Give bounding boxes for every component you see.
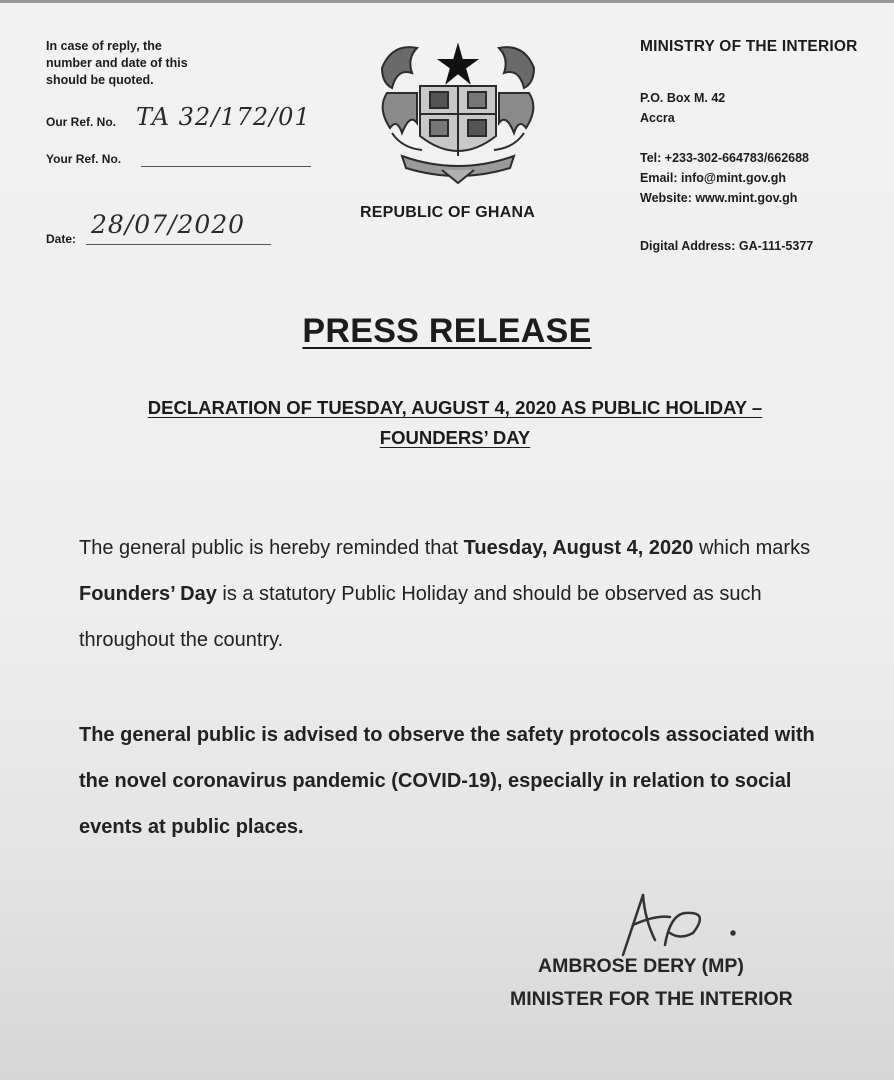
signatory-title: MINISTER FOR THE INTERIOR xyxy=(510,988,793,1010)
paragraph-holiday-reminder xyxy=(79,525,839,663)
your-ref-label: Your Ref. No. xyxy=(46,152,122,166)
date-label: Date: xyxy=(46,232,77,246)
digital-address: Digital Address: GA-111-5377 xyxy=(640,239,814,253)
reply-instruction xyxy=(46,38,246,89)
contact-details xyxy=(640,148,809,208)
date-underline xyxy=(86,244,271,245)
reply-note-line: number and date of this xyxy=(46,56,188,70)
handwritten-signature xyxy=(615,885,745,965)
our-ref-handwritten: TA 32/172/01 xyxy=(136,103,311,131)
date-handwritten: 28/07/2020 xyxy=(91,210,246,239)
document-title: PRESS RELEASE xyxy=(302,312,592,350)
paragraph1-text: The general public is hereby reminded that xyxy=(79,537,464,559)
paragraph1-holiday-name: Founders’ Day xyxy=(79,583,217,605)
reply-note-line: In case of reply, the xyxy=(46,39,162,53)
your-ref-row xyxy=(46,152,121,166)
subtitle-line-2: FOUNDERS’ DAY xyxy=(379,427,531,448)
ministry-letterhead xyxy=(640,38,858,253)
telephone: Tel: +233-302-664783/662688 xyxy=(640,151,810,165)
ghana-coat-of-arms-icon xyxy=(372,38,544,184)
reply-note-line: should be quoted. xyxy=(46,73,154,87)
ministry-name: MINISTRY OF THE INTERIOR xyxy=(640,38,858,55)
subtitle xyxy=(0,393,894,453)
paragraph-covid-advice: The general public is advised to observe the safety protocols associated with the novel coronavirus pandemic (COVID-19), especially in relation to social events at public places. xyxy=(79,724,815,838)
email: Email: info@mint.gov.gh xyxy=(640,171,786,185)
po-box: P.O. Box M. 42 xyxy=(640,91,726,105)
paragraph1-text: is a statutory Public Holiday and should be observed as such throughout the country. xyxy=(79,583,762,651)
website: Website: www.mint.gov.gh xyxy=(640,191,798,205)
city: Accra xyxy=(640,111,675,125)
republic-heading: REPUBLIC OF GHANA xyxy=(360,204,535,221)
signatory-name: AMBROSE DERY (MP) xyxy=(538,955,744,977)
our-ref-row xyxy=(46,103,311,131)
postal-address xyxy=(640,88,725,128)
document-title-wrap xyxy=(0,312,894,351)
paragraph1-text: which marks xyxy=(693,537,811,559)
paragraph1-date: Tuesday, August 4, 2020 xyxy=(463,537,694,559)
our-ref-label: Our Ref. No. xyxy=(46,115,117,129)
subtitle-line-1: DECLARATION OF TUESDAY, AUGUST 4, 2020 AS PUBLIC HOLIDAY – xyxy=(147,397,763,418)
date-row xyxy=(46,210,246,246)
your-ref-blank-line xyxy=(141,166,311,167)
